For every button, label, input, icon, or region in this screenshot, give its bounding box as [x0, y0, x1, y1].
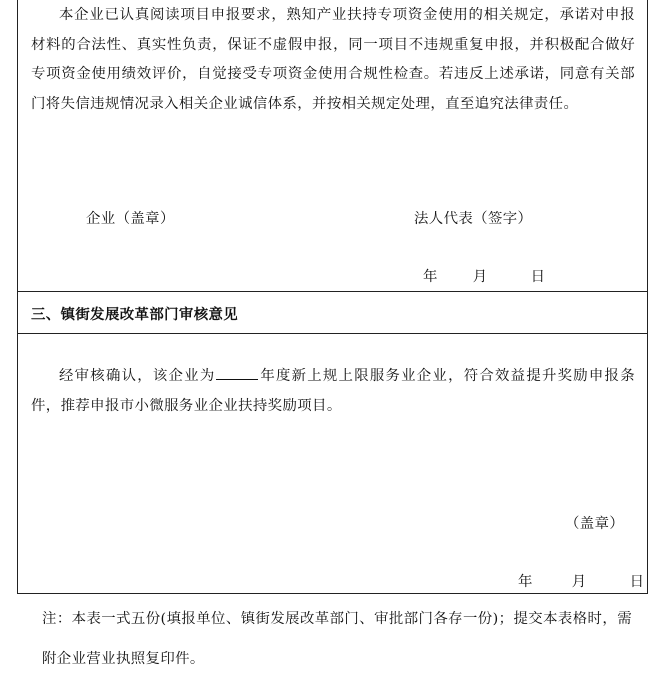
date-day: 日 — [530, 269, 546, 285]
date-year: 年 — [423, 269, 438, 285]
legal-rep-signature-label: 法人代表（签字） — [414, 211, 533, 227]
date-month: 月 — [472, 269, 488, 285]
commitment-text: 本企业已认真阅读项目申报要求，熟知产业扶持专项资金使用的相关规定，承诺对申报材料的合法性、真实性负责，保证不虚假申报，同一项目不违规重复申报，并积极配合做好专项资金使用绩效评价，自觉接受专项资金使用合规性检查。若违反上述承诺，同意有关部门将失信违规情况录入相关企业诚信体系，并按相关规定处理，直至追究法律责任。 — [31, 7, 635, 112]
section3-date — [518, 570, 644, 591]
commitment-date — [423, 265, 545, 286]
section3-review-text — [31, 362, 635, 421]
section3-seal-label: （盖章） — [565, 516, 625, 532]
review-text-before: 经审核确认，该企业为 — [59, 368, 216, 384]
review-text-after: 年度新上规上限服务业企业，符合效益提升奖励申报条件，推荐申报市小微服务业企业扶持奖励项目。 — [31, 368, 635, 414]
form-note: 注：本表一式五份(填报单位、镇街发展改革部门、审批部门各存一份)；提交本表格时，需附企业营业执照复印件。 — [42, 611, 632, 667]
date-day: 日 — [629, 574, 645, 590]
company-seal-label: 企业（盖章） — [86, 211, 175, 227]
date-year: 年 — [518, 574, 533, 590]
date-month: 月 — [571, 574, 587, 590]
section3-title: 三、镇街发展改革部门审核意见 — [31, 306, 239, 323]
year-blank-field[interactable] — [216, 365, 258, 380]
